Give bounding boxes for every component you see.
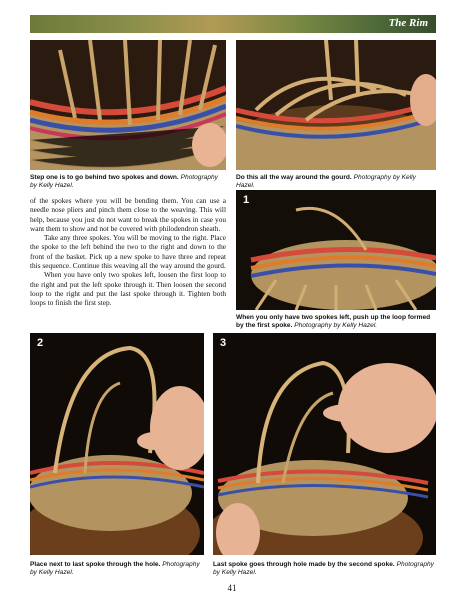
page-number: 41 — [227, 583, 237, 593]
basket-weave-image — [236, 40, 436, 170]
photo-number: 3 — [220, 337, 227, 349]
basket-weave-image — [30, 40, 226, 170]
basket-weave-image — [30, 333, 204, 555]
photo-caption: Last spoke goes through hole made by the second spoke. Photography by Kelly Hazel. — [213, 561, 434, 577]
section-title: The Rim — [388, 17, 428, 29]
basket-weave-image — [213, 333, 436, 555]
photo-all-around — [236, 40, 436, 170]
photo-caption: Step one is to go behind two spokes and down. Photography by Kelly Hazel. — [30, 174, 218, 190]
photo-caption: Place next to last spoke through the hole. Photography by Kelly Hazel. — [30, 561, 200, 577]
photo-caption: When you only have two spokes left, push up the loop formed by the first spoke. Photography by Kelly Hazel. — [236, 314, 431, 330]
photo-1 — [236, 190, 436, 310]
paragraph: When you have only two spokes left, loosen the first loop to the right and put the left spoke through it. Then loosen the second loop to the right and put the last spoke through it. Tighten both loops to finish the first step. — [30, 270, 226, 308]
paragraph: Take any three spokes. You will be moving to the right. Place the spoke to the left behind the two to the right and down to the front of the basket. Pick up a new spoke to have three and repeat this sequence. Continue this weaving all the way around the gourd. — [30, 233, 226, 271]
photo-2 — [30, 333, 204, 555]
body-text — [30, 196, 226, 308]
photo-number: 2 — [37, 337, 44, 349]
paragraph: of the spokes where you will be bending them. You can use a needle nose pliers and pinch them close to the weaving. This will help, because you just do not want to break the spokes in case you want them to show and not be covered with philodendron sheath. — [30, 196, 226, 233]
photo-step-one — [30, 40, 226, 170]
photo-caption: Do this all the way around the gourd. Photography by Kelly Hazel. — [236, 174, 416, 190]
photo-number: 1 — [243, 194, 250, 206]
basket-weave-image — [236, 190, 436, 310]
photo-3 — [213, 333, 436, 555]
header-band — [30, 15, 436, 33]
